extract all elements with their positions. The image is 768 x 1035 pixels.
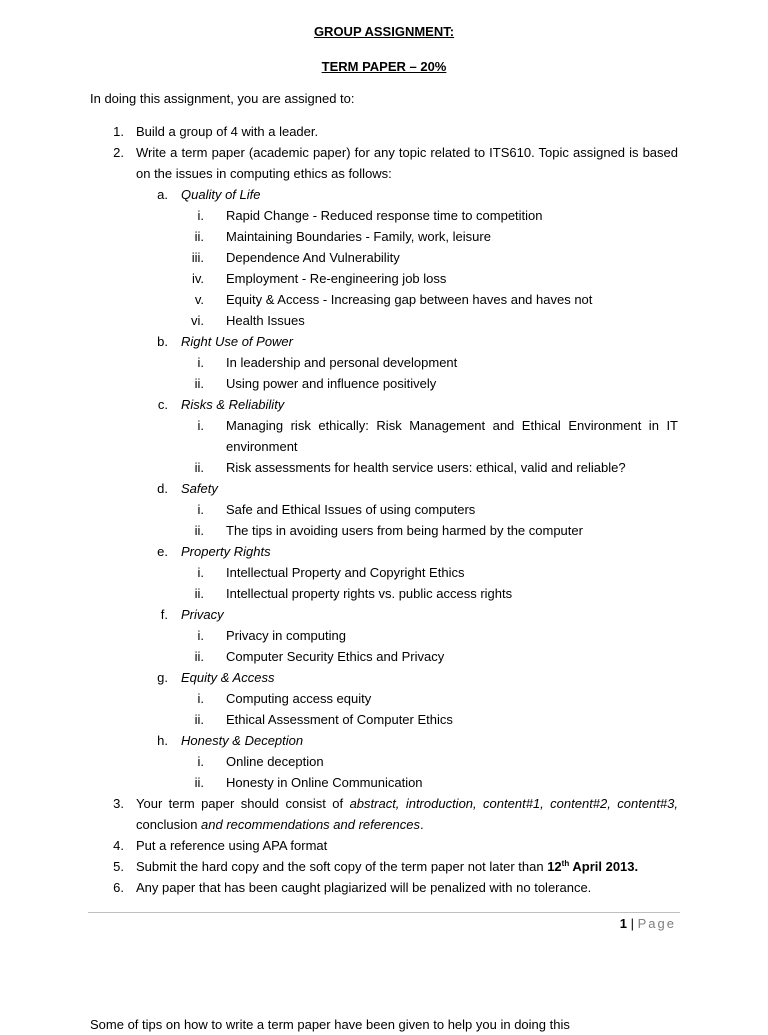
subtopic-number: ii. — [194, 586, 204, 601]
page-separator: | — [627, 916, 638, 931]
topic-heading — [0, 667, 768, 688]
subtopic-number: ii. — [194, 712, 204, 727]
item-text-part: Submit the hard copy and the soft copy of the term paper not later than — [136, 859, 548, 874]
list-item — [0, 877, 768, 898]
topic-title: Right Use of Power — [181, 334, 293, 349]
subtopic-text: Managing risk ethically: Risk Management and Ethical Environment in IT environment — [226, 418, 678, 454]
topic-letter: d. — [157, 481, 168, 496]
subtopic-number: i. — [197, 208, 204, 223]
subtopic-item — [0, 772, 768, 793]
subtopic-item — [0, 457, 768, 478]
subtopic-item — [0, 688, 768, 709]
item-text-italic: and recommendations and references — [201, 817, 421, 832]
topic-title: Privacy — [181, 607, 224, 622]
deadline-month-year: April 2013. — [569, 859, 639, 874]
subtopic-text: Rapid Change - Reduced response time to competition — [226, 208, 543, 223]
subtopic-item — [0, 226, 768, 247]
item-text: Write a term paper (academic paper) for any topic related to ITS610. Topic assigned is based on the issues in computing ethics as follows: — [136, 145, 678, 181]
subtopic-number: i. — [197, 565, 204, 580]
subtopic-text: Privacy in computing — [226, 628, 346, 643]
topic-heading — [0, 331, 768, 352]
next-page-text: Some of tips on how to write a term paper have been given to help you in doing this — [90, 1017, 570, 1032]
subtopic-number: i. — [197, 355, 204, 370]
item-text — [136, 793, 678, 835]
subtopic-item — [0, 268, 768, 289]
deadline-date — [547, 859, 638, 874]
list-item — [0, 835, 768, 856]
subtopic-text: Maintaining Boundaries - Family, work, leisure — [226, 229, 491, 244]
item-text: Build a group of 4 with a leader. — [136, 124, 319, 139]
subtopic-item — [0, 646, 768, 667]
subtopic-number: ii. — [194, 649, 204, 664]
item-number: 4. — [113, 838, 124, 853]
subtopic-text: Online deception — [226, 754, 324, 769]
subtopic-item — [0, 520, 768, 541]
subtopic-text: Intellectual Property and Copyright Ethics — [226, 565, 465, 580]
topic-letter: a. — [157, 187, 168, 202]
item-number: 1. — [113, 124, 124, 139]
item-text: Put a reference using APA format — [136, 838, 328, 853]
document-subtitle: TERM PAPER – 20% — [321, 59, 447, 74]
topic-heading — [0, 184, 768, 205]
item-text-italic: abstract, introduction, content#1, content#2, content#3, — [349, 796, 678, 811]
assignment-list — [0, 121, 768, 898]
subtopic-number: ii. — [194, 775, 204, 790]
subtopic-number: i. — [197, 691, 204, 706]
subtopic-text: Ethical Assessment of Computer Ethics — [226, 712, 453, 727]
item-number: 6. — [113, 880, 124, 895]
subtopic-number: iv. — [191, 271, 204, 286]
subtopic-text: Computing access equity — [226, 691, 372, 706]
item-number: 5. — [113, 859, 124, 874]
subtopic-item — [0, 352, 768, 373]
topic-heading — [0, 478, 768, 499]
deadline-day: 12 — [547, 859, 562, 874]
subtopic-text: Computer Security Ethics and Privacy — [226, 649, 445, 664]
subtopic-item — [0, 751, 768, 772]
topic-letter: g. — [157, 670, 168, 685]
subtopic-text: Risk assessments for health service users: ethical, valid and reliable? — [226, 460, 626, 475]
subtopic-item — [0, 415, 768, 457]
subtopic-item — [0, 205, 768, 226]
item-number: 2. — [113, 145, 124, 160]
topic-letter: f. — [160, 607, 168, 622]
deadline-suffix: th — [561, 859, 570, 868]
subtopic-text: Honesty in Online Communication — [226, 775, 423, 790]
topic-heading — [0, 541, 768, 562]
subtopic-item — [0, 583, 768, 604]
item-text-part: conclusion — [136, 817, 202, 832]
subtopic-text: Intellectual property rights vs. public access rights — [226, 586, 513, 601]
topic-heading — [0, 604, 768, 625]
item-text: Any paper that has been caught plagiarized will be penalized with no tolerance. — [136, 880, 592, 895]
subtopic-number: ii. — [194, 460, 204, 475]
list-item — [0, 856, 768, 877]
item-text — [136, 856, 678, 877]
subtopic-number: vi. — [191, 313, 204, 328]
subtopic-item — [0, 247, 768, 268]
subtopic-number: i. — [197, 754, 204, 769]
list-item — [0, 793, 768, 835]
subtopic-number: i. — [197, 418, 204, 433]
footer-divider — [88, 912, 680, 913]
subtopic-item — [0, 289, 768, 310]
subtopic-number: i. — [197, 502, 204, 517]
item-text-part: . — [420, 817, 424, 832]
subtopic-item — [0, 625, 768, 646]
topic-title: Quality of Life — [181, 187, 261, 202]
page-number: 1 — [619, 916, 628, 931]
subtopic-item — [0, 562, 768, 583]
topic-heading — [0, 394, 768, 415]
subtopic-number: ii. — [194, 376, 204, 391]
topic-letter: b. — [157, 334, 168, 349]
subtopic-text: Safe and Ethical Issues of using computers — [226, 502, 476, 517]
topic-title: Risks & Reliability — [181, 397, 285, 412]
subtopic-item — [0, 310, 768, 331]
subtopic-item — [0, 709, 768, 730]
topic-heading — [0, 730, 768, 751]
subtopic-text: Using power and influence positively — [226, 376, 437, 391]
subtopic-item — [0, 373, 768, 394]
list-item — [0, 142, 768, 184]
topic-title: Equity & Access — [181, 670, 275, 685]
item-number: 3. — [113, 796, 124, 811]
topic-title: Property Rights — [181, 544, 271, 559]
subtopic-item — [0, 499, 768, 520]
subtopic-number: ii. — [194, 229, 204, 244]
topic-letter: h. — [157, 733, 168, 748]
topic-letter: c. — [157, 397, 168, 412]
topic-title: Safety — [181, 481, 218, 496]
topic-letter: e. — [157, 544, 168, 559]
subtopic-number: v. — [194, 292, 204, 307]
subtopic-text: Employment - Re-engineering job loss — [226, 271, 447, 286]
list-item — [0, 121, 768, 142]
page-label: Page — [637, 916, 676, 931]
subtopic-text: Health Issues — [226, 313, 305, 328]
subtopic-number: iii. — [191, 250, 204, 265]
page-footer — [620, 913, 676, 934]
topic-title: Honesty & Deception — [181, 733, 304, 748]
subtopic-number: ii. — [194, 523, 204, 538]
item-text-part: Your term paper should consist of — [136, 796, 350, 811]
subtopic-text: In leadership and personal development — [226, 355, 458, 370]
document-title: GROUP ASSIGNMENT: — [313, 24, 455, 39]
subtopic-number: i. — [197, 628, 204, 643]
intro-text: In doing this assignment, you are assigned to: — [90, 91, 355, 106]
subtopic-text: Dependence And Vulnerability — [226, 250, 400, 265]
subtopic-text: The tips in avoiding users from being harmed by the computer — [226, 523, 583, 538]
subtopic-text: Equity & Access - Increasing gap between haves and haves not — [226, 292, 593, 307]
